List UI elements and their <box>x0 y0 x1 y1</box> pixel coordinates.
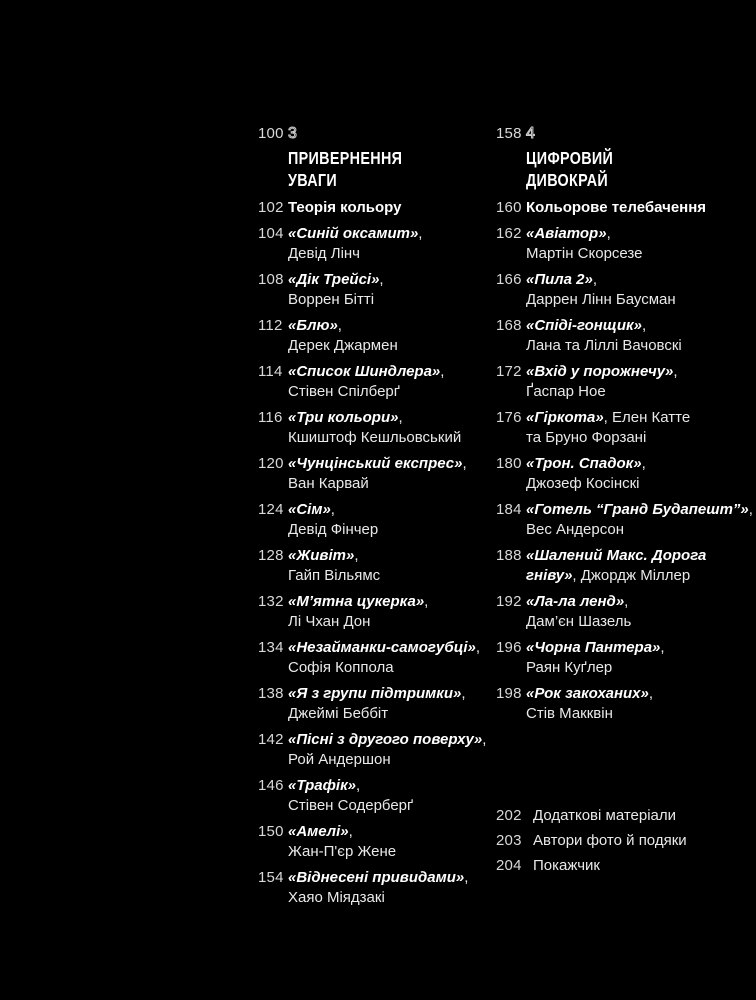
entry-line <box>288 224 422 244</box>
toc-entry <box>496 684 738 724</box>
toc-entry <box>496 270 738 310</box>
film-title: «Пісні з другого поверху» <box>288 731 483 748</box>
chapter-page-number: 158 <box>496 125 522 142</box>
entry-segment: Теорія кольору <box>288 199 402 216</box>
entry-segment: Дерек Джармен <box>288 337 398 354</box>
entry-line <box>526 198 706 218</box>
entry-segment: , Джордж Міллер <box>572 567 691 584</box>
entry-segment: , <box>660 639 665 656</box>
toc-entry <box>258 546 500 586</box>
entry-segment: Джозеф Косінскі <box>526 475 640 492</box>
entry-line <box>288 776 413 796</box>
toc-entry <box>496 638 738 678</box>
entry-segment: Кольорове телебачення <box>526 199 707 216</box>
entry-page-number: 108 <box>258 271 284 288</box>
entry-line <box>526 270 676 290</box>
chapter-title-line <box>288 148 427 170</box>
film-title: «Дік Трейсі» <box>288 271 380 288</box>
film-title: «М’ятна цукерка» <box>288 593 425 610</box>
entry-text <box>288 822 396 862</box>
appendix-section <box>496 806 738 876</box>
entry-line <box>288 566 380 586</box>
toc-entry <box>258 776 500 816</box>
entry-text <box>526 684 653 724</box>
entry-text <box>526 408 690 448</box>
entry-line <box>288 658 480 678</box>
entry-segment: Гайп Вільямс <box>288 567 381 584</box>
entry-segment: Мартін Скорсезе <box>526 245 643 262</box>
entry-segment: , <box>482 731 487 748</box>
toc-entry <box>496 546 738 586</box>
entry-page-number: 160 <box>496 199 522 216</box>
chapter-page-number: 100 <box>258 125 284 142</box>
film-title: «Три кольори» <box>288 409 399 426</box>
entry-segment: Стів Макквін <box>526 705 613 722</box>
film-title: «Незайманки-самогубці» <box>288 639 476 656</box>
entry-line <box>288 244 422 264</box>
entry-text <box>526 592 631 632</box>
entry-segment: , <box>641 455 646 472</box>
entry-segment: Девід Лінч <box>288 245 360 262</box>
entry-text <box>288 224 422 264</box>
toc-entry <box>258 822 500 862</box>
entry-text <box>526 224 642 264</box>
entry-segment: , <box>464 869 469 886</box>
entry-line <box>526 454 646 474</box>
toc-entry <box>258 730 500 770</box>
film-title: гніву» <box>526 567 573 584</box>
entry-line <box>526 500 753 520</box>
film-title: «Чунцінський експрес» <box>288 455 463 472</box>
entry-text <box>288 546 380 586</box>
chapter-title-line <box>526 148 632 170</box>
chapter-header-text <box>288 124 427 192</box>
entry-line <box>288 868 468 888</box>
film-title: «Рок закоханих» <box>526 685 649 702</box>
entry-line <box>288 684 466 704</box>
film-title: «Список Шиндлера» <box>288 363 441 380</box>
entry-text <box>288 684 466 724</box>
entry-segment: , <box>418 225 423 242</box>
entry-segment: Даррен Лінн Баусман <box>526 291 676 308</box>
film-title: «Трон. Спадок» <box>526 455 642 472</box>
entry-text <box>526 500 753 540</box>
entry-segment: Ґаспар Ное <box>526 383 606 400</box>
entry-segment: , <box>337 317 342 334</box>
entry-text <box>288 408 461 448</box>
entry-segment: , <box>462 455 467 472</box>
entry-segment: , <box>440 363 445 380</box>
toc-entry <box>258 592 500 632</box>
chapter-number-ornament: 4 <box>526 125 535 142</box>
film-title: «Готель “Гранд Будапешт”» <box>526 501 749 518</box>
entry-segment: , <box>648 685 654 702</box>
entry-text <box>526 638 665 678</box>
entry-line <box>288 362 444 382</box>
entry-line <box>288 888 468 908</box>
entry-line <box>526 704 653 724</box>
entry-segment: , <box>398 409 403 426</box>
toc-entry <box>258 224 500 264</box>
chapter-title-line <box>288 170 427 192</box>
entry-segment: Стівен Спілберґ <box>288 383 400 400</box>
chapter-header-row <box>496 124 738 192</box>
toc-column-chapter-3 <box>258 124 500 914</box>
film-title: «Амелі» <box>288 823 349 840</box>
toc-entry <box>258 684 500 724</box>
chapter-title-text: УВАГИ <box>288 170 338 190</box>
chapter-number-ornament: 3 <box>288 125 297 142</box>
chapter-entries <box>258 198 500 908</box>
entry-segment: , <box>330 501 335 518</box>
film-title: «Чорна Пантера» <box>526 639 661 656</box>
entry-line <box>288 198 402 218</box>
entry-line <box>526 382 678 402</box>
toc-entry <box>496 224 738 264</box>
entry-page-number: 146 <box>258 777 284 794</box>
entry-line <box>288 750 486 770</box>
entry-line <box>526 224 642 244</box>
entry-segment: , <box>624 593 629 610</box>
entry-line <box>288 730 486 750</box>
entry-page-number: 132 <box>258 593 284 610</box>
entry-page-number: 184 <box>496 501 522 518</box>
entry-line <box>288 842 396 862</box>
entry-line <box>288 454 467 474</box>
entry-segment: , <box>348 823 353 840</box>
chapter-header <box>496 124 738 192</box>
entry-text <box>288 198 402 218</box>
entry-line <box>288 290 384 310</box>
chapter-header <box>258 124 500 192</box>
entry-segment: Жан-П'єр Жене <box>288 843 397 860</box>
entry-page-number: 120 <box>258 455 284 472</box>
entry-line <box>288 796 413 816</box>
entry-segment: , <box>475 639 481 656</box>
entry-segment: Стівен Содерберґ <box>288 797 414 814</box>
entry-text <box>526 546 706 586</box>
entry-text <box>288 592 428 632</box>
entry-text <box>288 730 486 770</box>
toc-entry <box>258 638 500 678</box>
entry-line <box>526 566 706 586</box>
chapter-entries <box>496 198 753 724</box>
toc-entry <box>496 198 738 218</box>
entry-text <box>288 362 444 402</box>
entry-line <box>526 612 631 632</box>
entry-page-number: 202 <box>496 807 522 824</box>
entry-page-number: 203 <box>496 832 522 849</box>
film-title: «Гіркота» <box>526 409 604 426</box>
entry-text <box>526 316 682 356</box>
entry-text <box>288 776 413 816</box>
entry-segment: , <box>354 547 359 564</box>
entry-line <box>526 684 653 704</box>
entry-segment: Рой Андершон <box>288 751 391 768</box>
entry-line <box>288 704 466 724</box>
film-title: «Трафік» <box>288 777 357 794</box>
toc-entry <box>258 454 500 494</box>
entry-line <box>288 382 444 402</box>
film-title: «Вхід у порожнечу» <box>526 363 674 380</box>
entry-segment: Хаяо Міядзакі <box>288 889 385 906</box>
entry-line <box>288 270 384 290</box>
film-title: «Пила 2» <box>526 271 593 288</box>
appendix-label: Автори фото й подяки <box>533 832 687 849</box>
appendix-entry <box>496 856 738 876</box>
entry-segment: , <box>748 501 753 518</box>
entry-line <box>526 638 665 658</box>
entry-segment: , <box>673 363 678 380</box>
entry-line <box>526 474 646 494</box>
entry-line <box>526 592 631 612</box>
entry-line <box>288 520 378 540</box>
film-title: «Ла-ла ленд» <box>526 593 625 610</box>
entry-line <box>288 428 461 448</box>
entry-line <box>526 362 678 382</box>
toc-entry <box>496 362 738 402</box>
entry-page-number: 162 <box>496 225 522 242</box>
chapter-header-row <box>258 124 500 192</box>
film-title: «Синій оксамит» <box>288 225 419 242</box>
entry-page-number: 180 <box>496 455 522 472</box>
entry-text <box>526 362 678 402</box>
entry-page-number: 114 <box>258 363 283 380</box>
entry-segment: , <box>424 593 429 610</box>
entry-segment: Софія Коппола <box>288 659 394 676</box>
entry-segment: Кшиштоф Кешльовський <box>288 429 462 446</box>
entry-page-number: 198 <box>496 685 522 702</box>
chapter-title-text: ДИВОКРАЙ <box>526 170 609 190</box>
toc-entry <box>258 270 500 310</box>
toc-entry <box>258 868 500 908</box>
entry-page-number: 196 <box>496 639 522 656</box>
appendix-label: Покажчик <box>533 857 600 874</box>
appendix-entry <box>496 806 738 826</box>
toc-entry <box>258 500 500 540</box>
chapter-title-line <box>526 170 632 192</box>
entry-segment: , <box>606 225 611 242</box>
toc-entry <box>496 454 738 494</box>
entry-text <box>288 500 378 540</box>
entry-line <box>526 316 682 336</box>
entry-line <box>526 546 706 566</box>
entry-segment: , <box>379 271 384 288</box>
entry-segment: Ван Карвай <box>288 475 369 492</box>
chapter-title-text: ЦИФРОВИЙ <box>526 148 614 168</box>
entry-line <box>526 658 665 678</box>
entry-page-number: 134 <box>258 639 284 656</box>
entry-line <box>288 474 467 494</box>
entry-segment: Джеймі Беббіт <box>288 705 389 722</box>
toc-entry <box>496 408 738 448</box>
toc-column-chapter-4 <box>496 124 753 881</box>
entry-segment: , Елен Катте <box>603 409 691 426</box>
entry-text <box>526 454 646 494</box>
film-title: «Спіді-гонщик» <box>526 317 642 334</box>
entry-page-number: 128 <box>258 547 284 564</box>
entry-page-number: 116 <box>258 409 283 426</box>
toc-entry <box>258 408 500 448</box>
entry-text <box>526 198 706 218</box>
toc-entry <box>496 500 753 540</box>
entry-line <box>288 500 378 520</box>
entry-page-number: 138 <box>258 685 284 702</box>
entry-page-number: 104 <box>258 225 284 242</box>
entry-segment: Лана та Ліллі Вачовскі <box>526 337 682 354</box>
entry-segment: Воррен Бітті <box>288 291 375 308</box>
entry-segment: , <box>641 317 647 334</box>
entry-segment: Лі Чхан Дон <box>288 613 371 630</box>
entry-line <box>288 316 398 336</box>
entry-page-number: 172 <box>496 363 522 380</box>
entry-segment: , <box>356 777 361 794</box>
entry-segment: Дам’єн Шазель <box>526 613 632 630</box>
entry-segment: , <box>461 685 466 702</box>
entry-line <box>288 546 380 566</box>
chapter-title-text: ПРИВЕРНЕННЯ <box>288 148 403 168</box>
entry-page-number: 150 <box>258 823 284 840</box>
entry-page-number: 124 <box>258 501 284 518</box>
entry-line <box>288 336 398 356</box>
entry-line <box>526 408 690 428</box>
entry-text <box>526 270 676 310</box>
film-title: «Шалений Макс. Дорога <box>526 547 707 564</box>
entry-page-number: 102 <box>258 199 284 216</box>
entry-segment: Вес Андерсон <box>526 521 625 538</box>
entry-line <box>526 336 682 356</box>
entry-line <box>288 822 396 842</box>
film-title: «Авіатор» <box>526 225 607 242</box>
entry-segment: , <box>592 271 597 288</box>
film-title: «Живіт» <box>288 547 355 564</box>
toc-entry <box>258 198 500 218</box>
entry-page-number: 166 <box>496 271 522 288</box>
entry-page-number: 154 <box>258 869 284 886</box>
entry-segment: Раян Куґлер <box>526 659 613 676</box>
entry-line <box>288 638 480 658</box>
entry-page-number: 192 <box>496 593 522 610</box>
entry-text <box>288 638 480 678</box>
appendix-label: Додаткові матеріали <box>533 807 677 824</box>
toc-entry <box>496 592 738 632</box>
entry-page-number: 188 <box>496 547 522 564</box>
toc-entry <box>258 316 500 356</box>
entry-line <box>526 290 676 310</box>
film-title: «Блю» <box>288 317 338 334</box>
entry-line <box>526 520 738 540</box>
toc-entry <box>258 362 500 402</box>
entry-line <box>288 612 428 632</box>
film-title: «Віднесені привидами» <box>288 869 465 886</box>
entry-line <box>288 408 461 428</box>
entry-line <box>526 244 642 264</box>
entry-line <box>288 592 428 612</box>
entry-line <box>526 428 690 448</box>
entry-page-number: 176 <box>496 409 522 426</box>
entry-page-number: 142 <box>258 731 284 748</box>
entry-page-number: 112 <box>258 317 283 334</box>
chapter-header-text <box>526 124 632 192</box>
entry-text <box>288 270 384 310</box>
entry-page-number: 204 <box>496 857 522 874</box>
toc-entry <box>496 316 738 356</box>
entry-text <box>288 868 468 908</box>
entry-segment: Девід Фінчер <box>288 521 379 538</box>
entry-page-number: 168 <box>496 317 522 334</box>
appendix-entry <box>496 831 738 851</box>
entry-text <box>288 454 467 494</box>
entry-text <box>288 316 398 356</box>
film-title: «Я з групи підтримки» <box>288 685 462 702</box>
entry-segment: та Бруно Форзані <box>526 429 647 446</box>
film-title: «Сім» <box>288 501 331 518</box>
